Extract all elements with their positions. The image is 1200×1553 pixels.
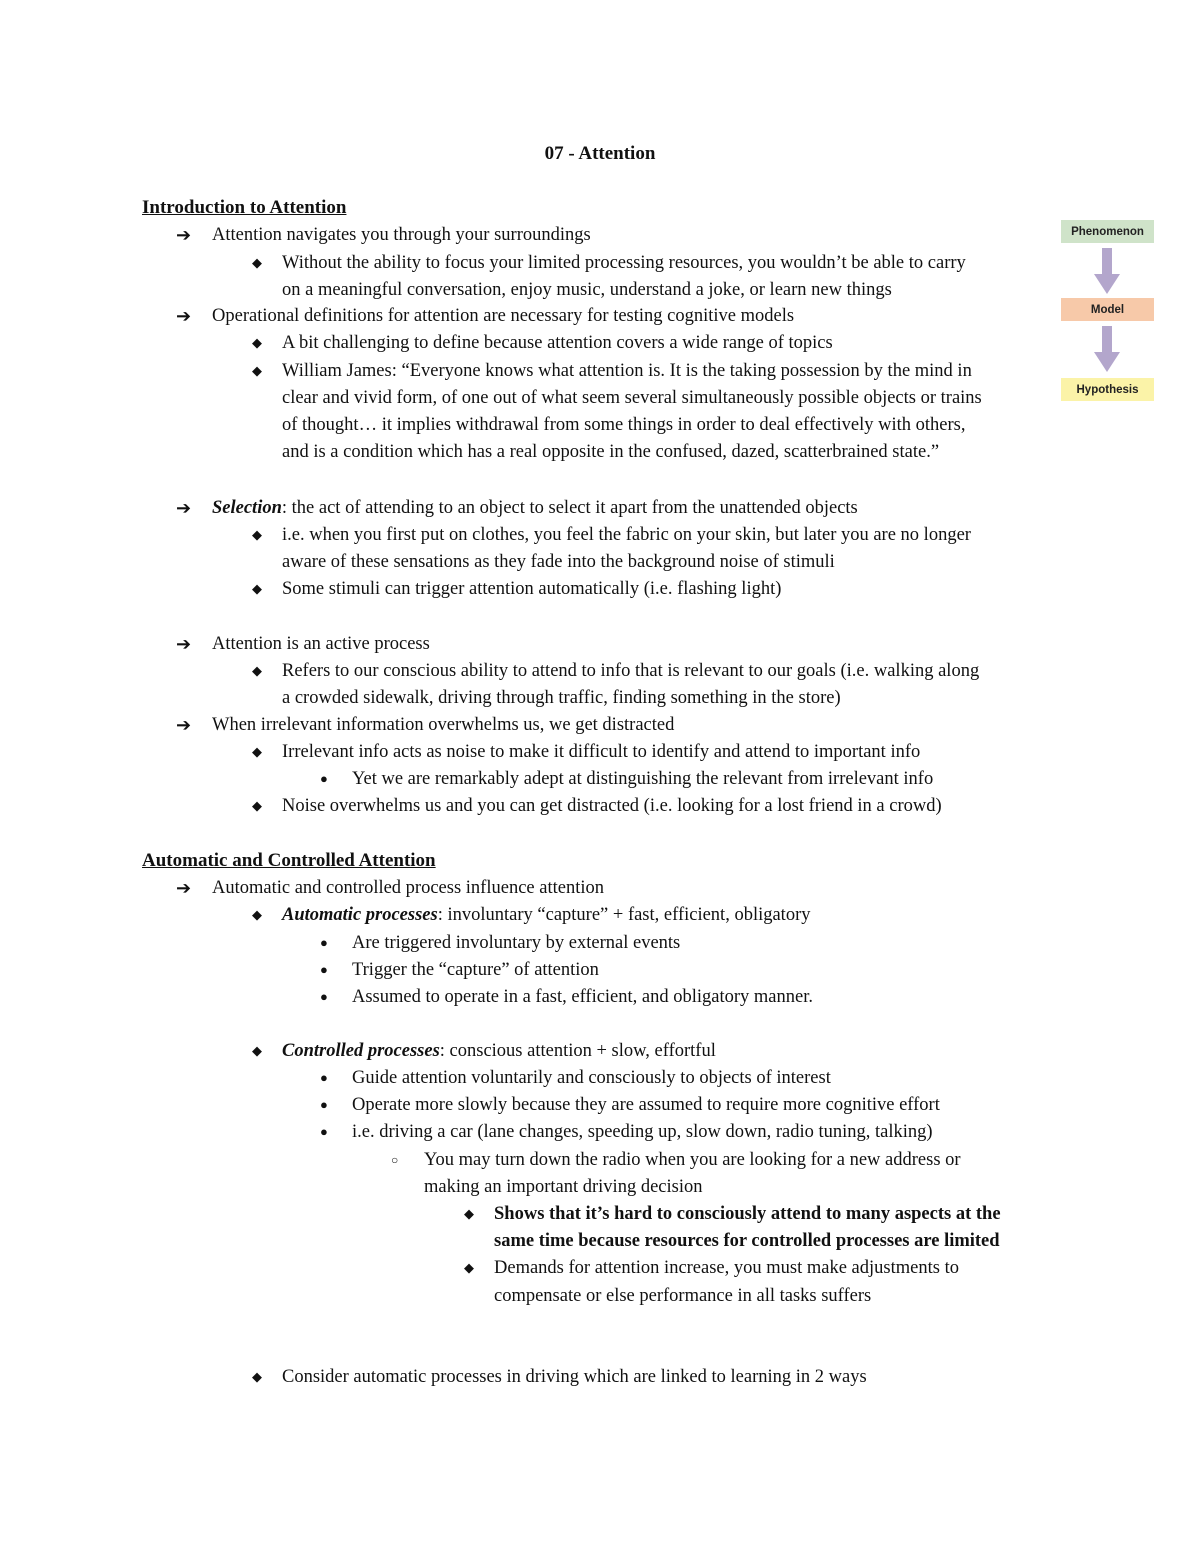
text-line: clear and vivid form, of one out of what seem several simultaneously possible objects or trains	[282, 388, 982, 408]
diamond-bullet: ◆	[252, 1043, 262, 1058]
text-line: Demands for attention increase, you must make adjustments to	[494, 1258, 959, 1278]
diamond-bullet: ◆	[252, 798, 262, 813]
text-line: Some stimuli can trigger attention automatically (i.e. flashing light)	[282, 579, 782, 599]
text-line: Attention is an active process	[212, 634, 430, 654]
text-line: Attention navigates you through your surroundings	[212, 225, 591, 245]
text-line: on a meaningful conversation, enjoy music, understand a joke, or learn new things	[282, 280, 892, 300]
dot-bullet: ●	[320, 1124, 328, 1139]
text-line: Yet we are remarkably adept at distinguishing the relevant from irrelevant info	[352, 769, 934, 789]
diagram-box-phenomenon: Phenomenon	[1061, 220, 1154, 243]
diamond-bullet: ◆	[252, 907, 262, 922]
text-line: compensate or else performance in all tasks suffers	[494, 1286, 872, 1306]
text-line: Without the ability to focus your limited processing resources, you wouldn’t be able to carry	[282, 253, 966, 273]
arrow-bullet: ➔	[176, 715, 192, 735]
text-line: Are triggered involuntary by external events	[352, 933, 681, 953]
diamond-bullet: ◆	[252, 335, 262, 350]
definition-text: : involuntary “capture” + fast, efficient, obligatory	[437, 905, 811, 925]
diamond-bullet: ◆	[464, 1206, 474, 1221]
emphasis-line: same time because resources for controlled processes are limited	[494, 1231, 1000, 1251]
down-arrow-icon	[1092, 326, 1122, 374]
dot-bullet: ●	[320, 1070, 328, 1085]
diamond-bullet: ◆	[464, 1260, 474, 1275]
diamond-bullet: ◆	[252, 744, 262, 759]
diamond-bullet: ◆	[252, 663, 262, 678]
section-heading-automatic-controlled: Automatic and Controlled Attention	[142, 850, 436, 871]
dot-bullet: ●	[320, 935, 328, 950]
text-line: Guide attention voluntarily and consciously to objects of interest	[352, 1068, 831, 1088]
down-arrow-icon	[1092, 248, 1122, 296]
text-line	[282, 904, 810, 926]
text-line: Noise overwhelms us and you can get distracted (i.e. looking for a lost friend in a crowd)	[282, 796, 942, 816]
circle-bullet: ○	[391, 1153, 399, 1167]
definition-text: : the act of attending to an object to select it apart from the unattended objects	[281, 498, 858, 518]
dot-bullet: ●	[320, 771, 328, 786]
text-line: Irrelevant info acts as noise to make it difficult to identify and attend to important info	[282, 742, 921, 762]
section-heading-introduction: Introduction to Attention	[142, 197, 347, 218]
text-line: William James: “Everyone knows what attention is. It is the taking possession by the mind in	[282, 361, 972, 381]
diagram-box-hypothesis: Hypothesis	[1061, 378, 1154, 401]
text-line: Assumed to operate in a fast, efficient, and obligatory manner.	[352, 987, 813, 1007]
text-line: i.e. driving a car (lane changes, speeding up, slow down, radio tuning, talking)	[352, 1122, 933, 1142]
text-line: Refers to our conscious ability to attend to info that is relevant to our goals (i.e. walking along	[282, 661, 980, 681]
diamond-bullet: ◆	[252, 527, 262, 542]
arrow-bullet: ➔	[176, 306, 192, 326]
arrow-bullet: ➔	[176, 878, 192, 898]
diamond-bullet: ◆	[252, 1369, 262, 1384]
text-line: Automatic and controlled process influence attention	[212, 878, 604, 898]
diamond-bullet: ◆	[252, 255, 262, 270]
emphasis-line: Shows that it’s hard to consciously attend to many aspects at the	[494, 1204, 1001, 1224]
diagram-box-model: Model	[1061, 298, 1154, 321]
diamond-bullet: ◆	[252, 581, 262, 596]
text-line: of thought… it implies withdrawal from some things in order to deal effectively with others,	[282, 415, 966, 435]
text-line: Operate more slowly because they are assumed to require more cognitive effort	[352, 1095, 940, 1115]
text-line: a crowded sidewalk, driving through traffic, finding something in the store)	[282, 688, 841, 708]
text-line: and is a condition which has a real opposite in the confused, dazed, scatterbrained state.”	[282, 442, 940, 462]
text-line: You may turn down the radio when you are looking for a new address or	[424, 1150, 961, 1170]
diamond-bullet: ◆	[252, 363, 262, 378]
text-line	[282, 1040, 716, 1062]
phenomenon-model-hypothesis-diagram	[1061, 220, 1154, 404]
dot-bullet: ●	[320, 989, 328, 1004]
arrow-bullet: ➔	[176, 498, 192, 518]
arrow-bullet: ➔	[176, 634, 192, 654]
text-line: i.e. when you first put on clothes, you feel the fabric on your skin, but later you are no longer	[282, 525, 971, 545]
term-selection: Selection	[212, 498, 282, 518]
page-title: 07 - Attention	[544, 143, 656, 164]
definition-text: : conscious attention + slow, effortful	[439, 1041, 716, 1061]
dot-bullet: ●	[320, 1097, 328, 1112]
term-automatic-processes: Automatic processes	[282, 905, 438, 925]
term-controlled-processes: Controlled processes	[282, 1041, 440, 1061]
text-line: Consider automatic processes in driving which are linked to learning in 2 ways	[282, 1367, 867, 1387]
dot-bullet: ●	[320, 962, 328, 977]
text-line: aware of these sensations as they fade into the background noise of stimuli	[282, 552, 835, 572]
text-line: Trigger the “capture” of attention	[352, 960, 599, 980]
text-line: making an important driving decision	[424, 1177, 703, 1197]
text-line: A bit challenging to define because attention covers a wide range of topics	[282, 333, 833, 353]
text-line: Operational definitions for attention are necessary for testing cognitive models	[212, 306, 795, 326]
text-line: When irrelevant information overwhelms us, we get distracted	[212, 715, 675, 735]
text-line	[212, 497, 858, 519]
arrow-bullet: ➔	[176, 225, 192, 245]
